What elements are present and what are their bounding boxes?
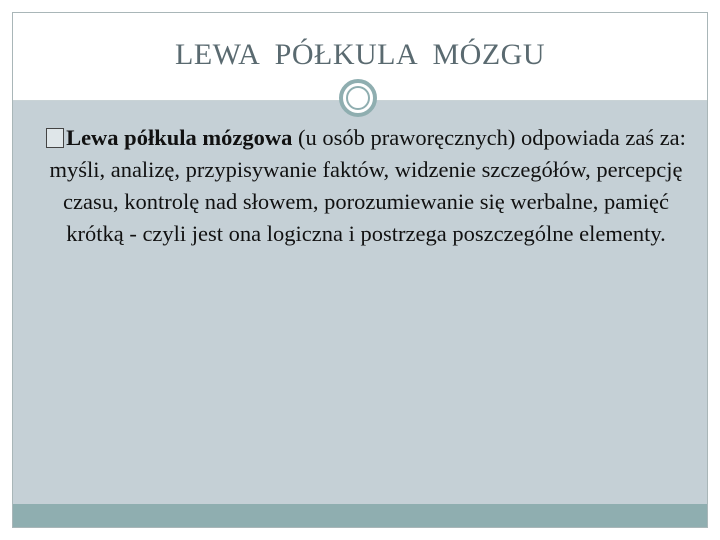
- body-text: (u osób praworęcznych) odpowiada zaś za: myśli, analizę, przypisywanie faktów, widzenie szczegółów, percepcję czasu, kontrolę nad słowem, porozumiewanie się werbalne, pamięć krótką - czyli jest ona logiczna i postrzega poszczególne elementy.: [49, 125, 686, 246]
- square-bullet-icon: [46, 128, 64, 148]
- footer-band: [13, 504, 707, 527]
- body-paragraph: [36, 122, 696, 250]
- body-lead: Lewa półkula mózgowa: [66, 125, 293, 150]
- slide-title: LEWA PÓŁKULA MÓZGU: [175, 38, 545, 71]
- circle-ornament-icon: [339, 79, 377, 117]
